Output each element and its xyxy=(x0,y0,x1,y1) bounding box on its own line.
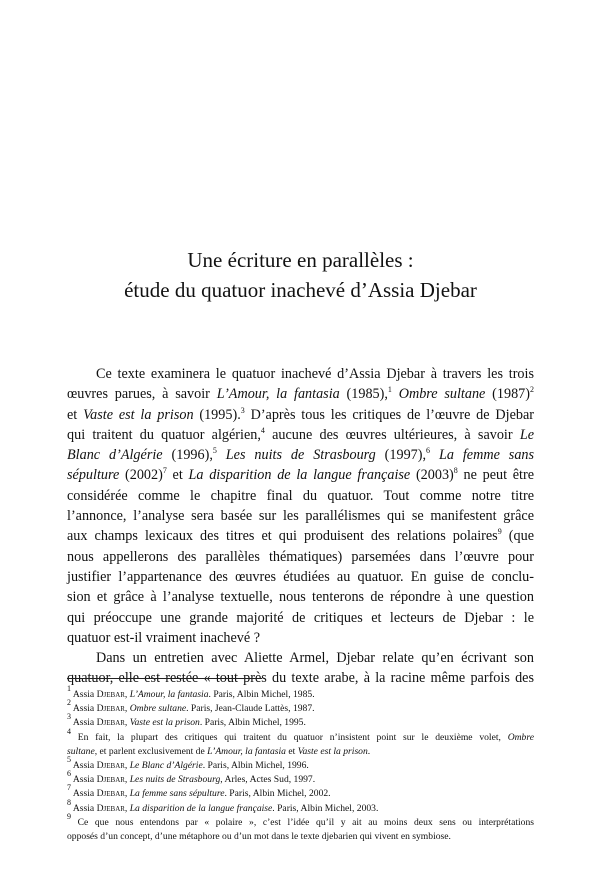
footnote-6: $^6$ Assia Djebar, Les nuits de Strasbourg, Arles, Actes Sud, 1997. xyxy=(67,769,316,786)
body-line: sépulture $(2002)^7$ et La disparition de la langue française $(2003)^8$ ne peut être xyxy=(67,466,534,484)
footnote-ref[interactable]: 4 xyxy=(260,425,265,435)
footnote-ref[interactable]: 9 xyxy=(497,527,502,537)
footnote-ref[interactable]: 3 xyxy=(240,405,245,415)
body-line: Blanc d’Algérie (1996),$^5$ Les nuits de Strasbourg (1997),$^6$ La femme sans xyxy=(67,446,535,464)
footnote-ref[interactable]: 2 xyxy=(529,385,534,395)
paper-title xyxy=(0,245,601,305)
body-line: qui traitent du quatuor algérien,$^4$ aucune des œuvres ultérieures, à savoir Le xyxy=(67,425,534,443)
footnote-9-continued: opposés d’un concept, d’une métaphore ou d’un mot dans le texte djebarien qui vivent en symbiose. xyxy=(67,831,451,843)
footnote-7: $^7$ Assia Djebar, La femme sans sépulture. Paris, Albin Michel, 2002. xyxy=(67,783,331,800)
body-line: l’annonce, l’analyse sera basée sur les parallélismes qui se manifestent grâce xyxy=(67,508,534,525)
title-line-1: Une écriture en parallèles : xyxy=(187,248,414,272)
body-line: quatuor est-il vraiment inachevé ? xyxy=(67,629,261,646)
footnote-2: $^2$ Assia Djebar, Ombre sultane. Paris, Jean-Claude Lattès, 1987. xyxy=(67,698,315,715)
body-line: aux champs lexicaux des titres et qui produisent des relations polaires$^9$ (que xyxy=(67,527,534,545)
body-line: sion et grâce à l’analyse textuelle, nous tenterons de répondre à une question xyxy=(67,589,534,606)
body-line: nous appellerons des parallèles thématiques) parsemées dans l’œuvre pour xyxy=(67,548,534,565)
body-line: Dans un entretien avec Aliette Armel, Djebar relate qu’en écrivant son xyxy=(96,650,534,667)
footnotes xyxy=(67,684,534,844)
footnote-3: $^3$ Assia Djebar, Vaste est la prison. Paris, Albin Michel, 1995. xyxy=(67,712,306,729)
body-line: justifier l’appartenance des œuvres étudiées au quatuor. En guise de conclu- xyxy=(67,568,534,585)
footnote-5: $^5$ Assia Djebar, Le Blanc d’Algérie. Paris, Albin Michel, 1996. xyxy=(67,755,309,772)
title-line-2: étude du quatuor inachevé d’Assia Djebar xyxy=(124,278,477,302)
footnote-ref[interactable]: 1 xyxy=(387,385,392,395)
body-line: Ce texte examinera le quatuor inachevé d’Assia Djebar à travers les trois xyxy=(96,366,534,382)
footnote-1: $^1$ Assia Djebar, L’Amour, la fantasia. Paris, Albin Michel, 1985. xyxy=(67,684,315,700)
body-line: quatuor, elle est restée « tout près du texte arabe, à la racine même parfois des xyxy=(67,670,534,687)
footnote-ref[interactable]: 5 xyxy=(212,446,217,456)
body-text xyxy=(67,364,534,689)
footnote-8: $^8$ Assia Djebar, La disparition de la langue française. Paris, Albin Michel, 2003. xyxy=(67,797,379,814)
body-line: considérée comme le chapitre final du quatuor. Tout comme notre titre xyxy=(67,487,534,504)
body-line: et Vaste est la prison (1995).$^3$ D’après tous les critiques de l’œuvre de Djebar xyxy=(67,405,534,423)
body-line: qui préoccupe une grande majorité de critiques et lecteurs de Djebar : le xyxy=(67,609,534,626)
footnote-9: $^9$ Ce que nous entendons par « polaire », c’est l’idée qu’il y ait au moins deux sens ou interprétations xyxy=(67,811,534,828)
body-line: œuvres parues, à savoir L’Amour, la fantasia (1985),$^1$ Ombre sultane $(1987)^2$ xyxy=(67,385,534,403)
footnote-ref[interactable]: 6 xyxy=(426,446,431,456)
footnote-4-continued: sultane, et parlent exclusivement de L’Amour, la fantasia et Vaste est la prison. xyxy=(67,745,371,757)
footnote-4: $^4$ En fait, la plupart des critiques qui traitent du quatuor n’insistent point sur le deuxième volet, Ombre xyxy=(67,726,534,743)
footnote-ref[interactable]: 7 xyxy=(162,466,167,476)
footnote-separator xyxy=(67,678,262,679)
footnote-ref[interactable]: 8 xyxy=(453,466,458,476)
